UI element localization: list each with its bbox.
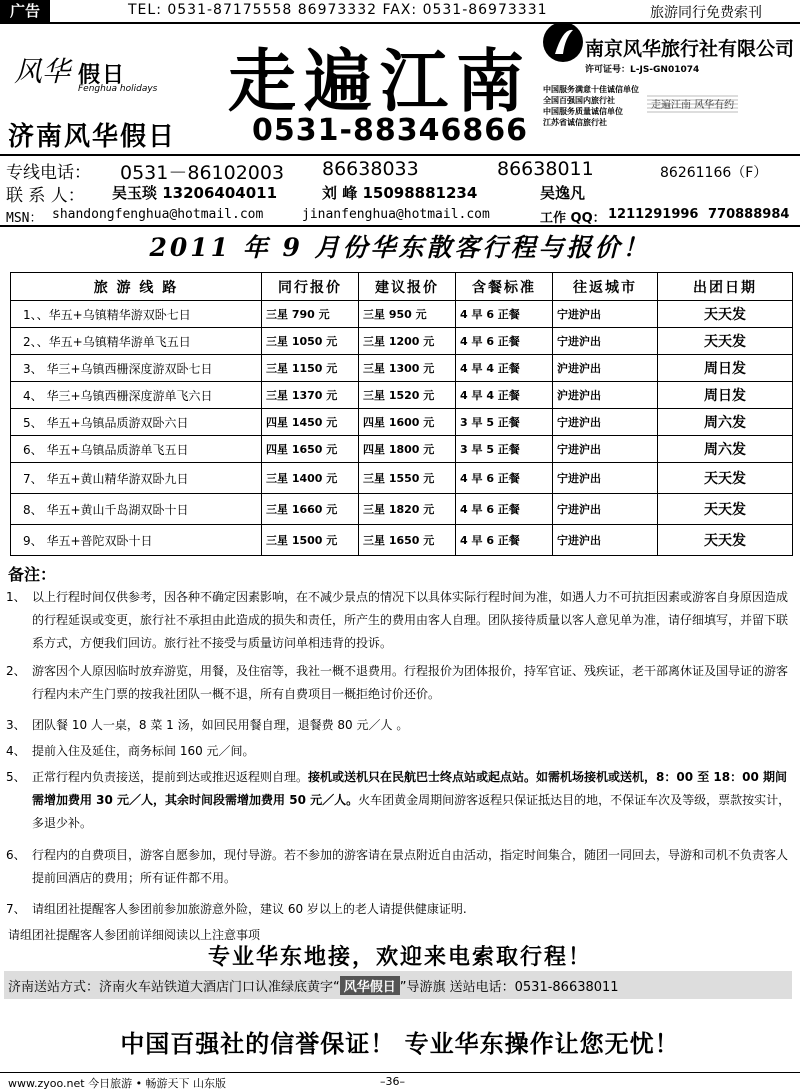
table-row [11,436,793,463]
peer-price-cell: 三星 790 元 [262,301,359,328]
cities-cell: 宁进沪出 [553,463,658,494]
suggested-price-cell: 三星 1300 元 [359,355,456,382]
route-name-cell: 7、 华五+黄山精华游双卧九日 [11,463,262,494]
divider [0,154,800,156]
peer-price-cell: 四星 1650 元 [262,436,359,463]
departure-cell: 天天发 [658,463,793,494]
table-row [11,525,793,556]
peer-price-cell: 三星 1150 元 [262,355,359,382]
note-item [6,714,796,737]
station-text [8,976,619,995]
note-text: 提前入住及延住，商务标间 160 元／间。 [32,744,255,758]
table-row [11,409,793,436]
qq-number-2: 770888984 [708,207,790,222]
reminder-text: 请组团社提醒客人参团前详细阅读以上注意事项 [8,928,261,942]
departure-cell: 天天发 [658,494,793,525]
col-header-peer-price: 同行报价 [262,273,359,301]
route-name-cell: 3、 华三+乌镇西栅深度游双卧七日 [11,355,262,382]
suggested-price-cell: 三星 1820 元 [359,494,456,525]
route-name-cell: 6、 华五+乌镇品质游单飞五日 [11,436,262,463]
honor-item: 全国百强国内旅行社 [543,96,615,105]
guarantee-slogan: 中国百强社的信誉保证！ 专业华东操作让您无忧！ [120,1030,680,1058]
col-header-departure: 出团日期 [658,273,793,301]
guide-flag-label: 风华假日 [340,976,400,995]
logo-mark: 风华 [14,55,71,88]
meals-cell: 4 早 6 正餐 [456,328,553,355]
promo-title: 专业华东地接，欢迎来电索取行程！ [207,944,592,970]
departure-cell: 天天发 [658,328,793,355]
ad-tag: 广告 [0,0,50,22]
logo-name: 假日 [78,63,127,88]
departure-cell: 天天发 [658,525,793,556]
page-number: –36– [380,1075,405,1088]
route-name-cell: 1、、华五+乌镇精华游双卧七日 [11,301,262,328]
brand-name: 济南风华假日 [8,122,177,152]
page-footer [0,1072,800,1091]
hotline-number-2: 86638033 [322,158,419,180]
suggested-price-cell: 三星 1520 元 [359,382,456,409]
cities-cell: 宁进沪出 [553,409,658,436]
meals-cell: 4 早 4 正餐 [456,355,553,382]
note-text: 请组团社提醒客人参团前参加旅游意外险，建议 60 岁以上的老人请提供健康证明. [32,902,467,916]
route-name-cell: 9、 华五+普陀双卧十日 [11,525,262,556]
table-row [11,494,793,525]
msn-address-1: shandongfenghua@hotmail.com [52,207,264,222]
note-item [6,740,796,763]
station-bar [4,971,792,999]
company-slogan: 走遍江南 风华有约 [647,94,738,113]
note-text: 游客因个人原因临时放弃游览，用餐，及住宿等，我社一概不退费用。行程报价为团体报价，持军官证、残疾证，老干部离休证及国导证的游客行程内未产生门票的按我社团队一概不退，所有自费项目一概拒绝讨价还价。 [32,664,789,701]
route-name-cell: 8、 华五+黄山千岛湖双卧十日 [11,494,262,525]
footer-site: www.zyoo.net 今日旅游 • 畅游天下 山东版 [8,1077,227,1090]
note-item [6,844,796,890]
note-item [6,660,796,706]
divider [0,225,800,227]
suggested-price-cell: 四星 1800 元 [359,436,456,463]
departure-cell: 天天发 [658,301,793,328]
note-text: 行程内的自费项目，游客自愿参加，现付导游。若不参加的游客请在景点附近自由活动，指定时间集合，随团一同回去，导游和司机不负责客人提前回酒店的费用；所有证件都不用。 [32,848,789,885]
peer-price-cell: 四星 1450 元 [262,409,359,436]
free-index-label: 旅游同行免费索刊 [650,5,762,21]
meals-cell: 4 早 6 正餐 [456,301,553,328]
honor-item: 中国服务满意十佳诚信单位 [543,85,639,94]
table-row [11,382,793,409]
schedule-title: 2011 年 9 月份华东散客行程与报价！ [149,233,651,262]
departure-cell: 周六发 [658,436,793,463]
station-suffix: ”导游旗 送站电话：0531-86638011 [399,980,619,995]
fenghua-logo [14,50,194,110]
company-name: 南京风华旅行社有限公司 [585,38,795,60]
license-number: 许可证号：L-JS-GN01074 [585,65,700,75]
hotline-label: 专线电话： [6,163,91,183]
notes-title: 备注： [8,565,57,584]
note-text: 以上行程时间仅供参考，因各种不确定因素影响，在不减少景点的情况下以具体实际行程时间为准，如遇人力不可抗拒因素或游客自身原因造成的行程延误或变更，旅行社不承担由此造成的损失和责任，所产生的费用由客人自理。团队接待质量以客人意见单为准，请仔细填写，并留下联系方式，方便我们回访。旅行社不接受与质量访问单相违背的投诉。 [32,590,789,650]
table-row [11,355,793,382]
cities-cell: 沪进沪出 [553,382,658,409]
brand-phone: 0531-88346866 [252,113,528,148]
main-title: 走遍江南 [228,42,533,122]
note-text-bold: 接机或送机只在民航巴士终点站或起点站。如需机场接机或送机，8：00 至 18：00 期间需增加费用 30 元／人，其余时间段需增加费用 50 元／人。 [32,770,787,807]
note-number: 1、 [6,590,26,604]
routes-table [10,272,793,556]
contact-person-3: 吴逸凡 [540,184,586,202]
note-number: 3、 [6,718,26,732]
top-bar [0,0,800,24]
peer-price-cell: 三星 1660 元 [262,494,359,525]
contact-person-2: 刘 峰 15098881234 [322,184,478,202]
peer-price-cell: 三星 1050 元 [262,328,359,355]
suggested-price-cell: 三星 1200 元 [359,328,456,355]
meals-cell: 4 早 6 正餐 [456,494,553,525]
note-number: 5、 [6,770,26,784]
cities-cell: 宁进沪出 [553,494,658,525]
suggested-price-cell: 三星 950 元 [359,301,456,328]
suggested-price-cell: 三星 1550 元 [359,463,456,494]
honor-item: 中国服务质量诚信单位 [543,107,623,116]
note-item [6,898,796,921]
col-header-cities: 往返城市 [553,273,658,301]
cities-cell: 宁进沪出 [553,436,658,463]
msn-address-2: jinanfenghua@hotmail.com [302,207,490,222]
meals-cell: 3 早 5 正餐 [456,409,553,436]
note-text: 团队餐 10 人一桌，8 菜 1 汤，如回民用餐自理，退餐费 80 元／人 。 [32,718,409,732]
note-number: 6、 [6,848,26,862]
suggested-price-cell: 三星 1650 元 [359,525,456,556]
meals-cell: 4 早 6 正餐 [456,525,553,556]
qq-label: 工作 QQ： [540,211,606,226]
note-number: 4、 [6,744,26,758]
departure-cell: 周日发 [658,382,793,409]
route-name-cell: 5、 华五+乌镇品质游双卧六日 [11,409,262,436]
note-number: 2、 [6,664,26,678]
col-header-suggested-price: 建议报价 [359,273,456,301]
qq-number-1: 1211291996 [608,207,699,222]
note-text-part: 正常行程内负责接送，提前到达或推迟返程则自理。 [32,770,309,784]
cities-cell: 宁进沪出 [553,328,658,355]
note-number: 7、 [6,902,26,916]
table-header-row [11,273,793,301]
hotline-number-1: 0531－86102003 [120,162,285,184]
col-header-route: 旅 游 线 路 [11,273,262,301]
table-row [11,328,793,355]
table-row [11,301,793,328]
note-text [32,766,796,835]
cities-cell: 宁进沪出 [553,525,658,556]
cities-cell: 宁进沪出 [553,301,658,328]
peer-price-cell: 三星 1370 元 [262,382,359,409]
route-name-cell: 2、、华五+乌镇精华游单飞五日 [11,328,262,355]
tel-fax-line: TEL: 0531-87175558 86973332 FAX: 0531-86973331 [128,2,548,18]
contact-person-1: 吴玉琰 13206404011 [112,184,278,202]
company-logo-icon [543,22,583,62]
table-row [11,463,793,494]
col-header-meals: 含餐标准 [456,273,553,301]
peer-price-cell: 三星 1500 元 [262,525,359,556]
note-item [6,586,796,655]
meals-cell: 3 早 5 正餐 [456,436,553,463]
note-text-part: 火车团黄金周期间游客返程只保证抵达目的地，不保证车次及等级，票款按实计，多退少补。 [32,793,791,830]
suggested-price-cell: 四星 1600 元 [359,409,456,436]
honor-item: 江苏省诚信旅行社 [543,118,607,127]
station-prefix: 济南送站方式：济南火车站铁道大酒店门口认准绿底黄字“ [8,980,340,995]
msn-label: MSN： [6,211,43,226]
fax-number: 86261166（F） [660,165,768,181]
contact-person-label: 联 系 人： [6,186,85,206]
departure-cell: 周日发 [658,355,793,382]
departure-cell: 周六发 [658,409,793,436]
note-item [6,766,796,835]
cities-cell: 沪进沪出 [553,355,658,382]
company-block [543,22,798,132]
route-name-cell: 4、 华三+乌镇西栅深度游单飞六日 [11,382,262,409]
logo-english: Fenghua holidays [78,84,158,94]
meals-cell: 4 早 6 正餐 [456,463,553,494]
meals-cell: 4 早 4 正餐 [456,382,553,409]
peer-price-cell: 三星 1400 元 [262,463,359,494]
hotline-number-3: 86638011 [497,158,594,180]
